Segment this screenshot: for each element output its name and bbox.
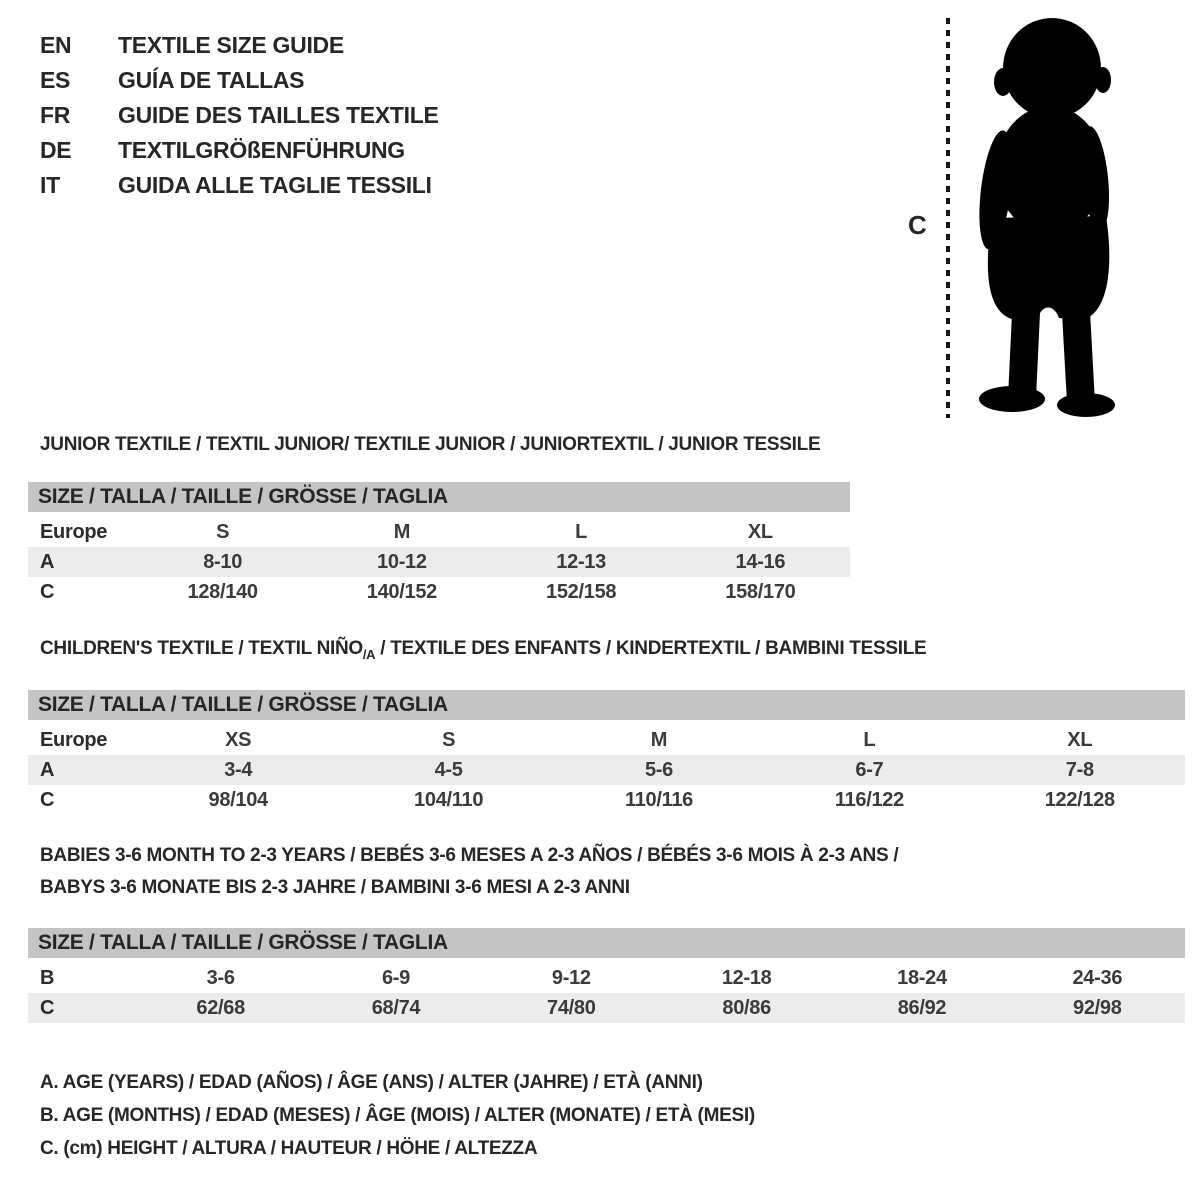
height-value: 86/92 bbox=[897, 996, 947, 1019]
language-title: GUÍA DE TALLAS bbox=[118, 67, 305, 93]
toddler-silhouette-icon bbox=[962, 18, 1137, 418]
legend-line-a: A. AGE (YEARS) / EDAD (AÑOS) / ÂGE (ANS) / ALTER (JAHRE) / ETÀ (ANNI) bbox=[40, 1071, 703, 1093]
language-code: IT bbox=[40, 172, 60, 198]
language-row-it bbox=[40, 168, 439, 203]
row-label: C bbox=[40, 996, 55, 1019]
size-value: XL bbox=[747, 520, 773, 543]
height-value: 152/158 bbox=[546, 580, 617, 603]
months-value: 24-36 bbox=[1072, 966, 1123, 989]
junior-size-table bbox=[28, 482, 850, 607]
size-value: XS bbox=[225, 728, 252, 751]
age-value: 4-5 bbox=[434, 758, 463, 781]
size-value: S bbox=[442, 728, 456, 751]
height-value: 92/98 bbox=[1073, 996, 1122, 1019]
height-measure-dotted-line bbox=[946, 18, 950, 418]
language-code: DE bbox=[40, 137, 72, 163]
language-row-en bbox=[40, 28, 439, 63]
age-value: 5-6 bbox=[644, 758, 673, 781]
babies-size-table bbox=[28, 928, 1185, 1023]
row-label: C bbox=[40, 788, 55, 811]
children-title-text: / TEXTILE DES ENFANTS / KINDERTEXTIL / BAMBINI TESSILE bbox=[375, 638, 927, 659]
months-value: 3-6 bbox=[206, 966, 235, 989]
children-section-title bbox=[40, 638, 926, 662]
babies-row-height bbox=[28, 993, 1185, 1023]
legend-line-c: C. (cm) HEIGHT / ALTURA / HAUTEUR / HÖHE / ALTEZZA bbox=[40, 1137, 538, 1159]
babies-section-title-line1: BABIES 3-6 MONTH TO 2-3 YEARS / BEBÉS 3-6 MESES A 2-3 AÑOS / BÉBÉS 3-6 MOIS À 2-3 ANS / bbox=[40, 845, 899, 866]
size-value: M bbox=[650, 728, 668, 751]
age-value: 3-4 bbox=[224, 758, 253, 781]
children-row-age bbox=[28, 755, 1185, 785]
months-value: 12-18 bbox=[721, 966, 772, 989]
height-value: 104/110 bbox=[414, 788, 484, 811]
row-label: A bbox=[40, 758, 55, 781]
height-value: 98/104 bbox=[208, 788, 268, 811]
language-code: EN bbox=[40, 32, 72, 58]
size-value: L bbox=[575, 520, 588, 543]
height-value: 128/140 bbox=[187, 580, 258, 603]
row-label: A bbox=[40, 550, 55, 573]
language-title: TEXTILGRÖßENFÜHRUNG bbox=[118, 137, 405, 163]
measurement-legend bbox=[40, 1066, 755, 1165]
months-value: 6-9 bbox=[381, 966, 410, 989]
language-code: ES bbox=[40, 67, 71, 93]
size-value: XL bbox=[1067, 728, 1093, 751]
children-row-europe bbox=[28, 725, 1185, 755]
children-size-table bbox=[28, 690, 1185, 815]
children-row-height bbox=[28, 785, 1185, 815]
language-title: GUIDE DES TAILLES TEXTILE bbox=[118, 102, 439, 128]
language-title: GUIDA ALLE TAGLIE TESSILI bbox=[118, 172, 432, 198]
age-value: 7-8 bbox=[1065, 758, 1094, 781]
height-value: 68/74 bbox=[371, 996, 421, 1019]
legend-line-b: B. AGE (MONTHS) / EDAD (MESES) / ÂGE (MOIS) / ALTER (MONATE) / ETÀ (MESI) bbox=[40, 1104, 755, 1126]
months-value: 18-24 bbox=[897, 966, 947, 989]
row-label: C bbox=[40, 580, 55, 603]
row-label: Europe bbox=[40, 728, 108, 751]
age-value: 12-13 bbox=[556, 550, 606, 573]
children-title-text: CHILDREN'S TEXTILE / TEXTIL NIÑO bbox=[40, 638, 363, 659]
height-value: 158/170 bbox=[725, 580, 796, 603]
size-value: S bbox=[216, 520, 230, 543]
children-size-header: SIZE / TALLA / TAILLE / GRÖSSE / TAGLIA bbox=[28, 690, 1185, 720]
language-list bbox=[40, 28, 439, 203]
age-value: 8-10 bbox=[203, 550, 243, 573]
junior-size-header: SIZE / TALLA / TAILLE / GRÖSSE / TAGLIA bbox=[28, 482, 850, 512]
language-row-fr bbox=[40, 98, 439, 133]
junior-section-title: JUNIOR TEXTILE / TEXTIL JUNIOR/ TEXTILE JUNIOR / JUNIORTEXTIL / JUNIOR TESSILE bbox=[40, 434, 821, 455]
height-value: 74/80 bbox=[547, 996, 596, 1019]
language-title: TEXTILE SIZE GUIDE bbox=[118, 32, 344, 58]
height-value: 122/128 bbox=[1044, 788, 1115, 811]
size-value: L bbox=[863, 728, 876, 751]
height-value: 140/152 bbox=[366, 580, 437, 603]
language-row-de bbox=[40, 133, 439, 168]
language-row-es bbox=[40, 63, 439, 98]
junior-row-age bbox=[28, 547, 850, 577]
height-value: 80/86 bbox=[722, 996, 771, 1019]
row-label: Europe bbox=[40, 520, 108, 543]
babies-size-header: SIZE / TALLA / TAILLE / GRÖSSE / TAGLIA bbox=[28, 928, 1185, 958]
babies-section-title-line2: BABYS 3-6 MONATE BIS 2-3 JAHRE / BAMBINI 3-6 MESI A 2-3 ANNI bbox=[40, 877, 630, 898]
age-value: 10-12 bbox=[377, 550, 427, 573]
row-label: B bbox=[40, 966, 55, 989]
height-value: 116/122 bbox=[834, 788, 904, 811]
height-measure-label: C bbox=[908, 210, 927, 240]
junior-row-europe bbox=[28, 517, 850, 547]
junior-row-height bbox=[28, 577, 850, 607]
months-value: 9-12 bbox=[551, 966, 591, 989]
babies-row-months bbox=[28, 963, 1185, 993]
height-value: 62/68 bbox=[196, 996, 245, 1019]
height-value: 110/116 bbox=[624, 788, 693, 811]
age-value: 6-7 bbox=[855, 758, 884, 781]
age-value: 14-16 bbox=[735, 550, 786, 573]
language-code: FR bbox=[40, 102, 71, 128]
children-title-subscript: /A bbox=[362, 646, 376, 662]
size-value: M bbox=[393, 520, 411, 543]
